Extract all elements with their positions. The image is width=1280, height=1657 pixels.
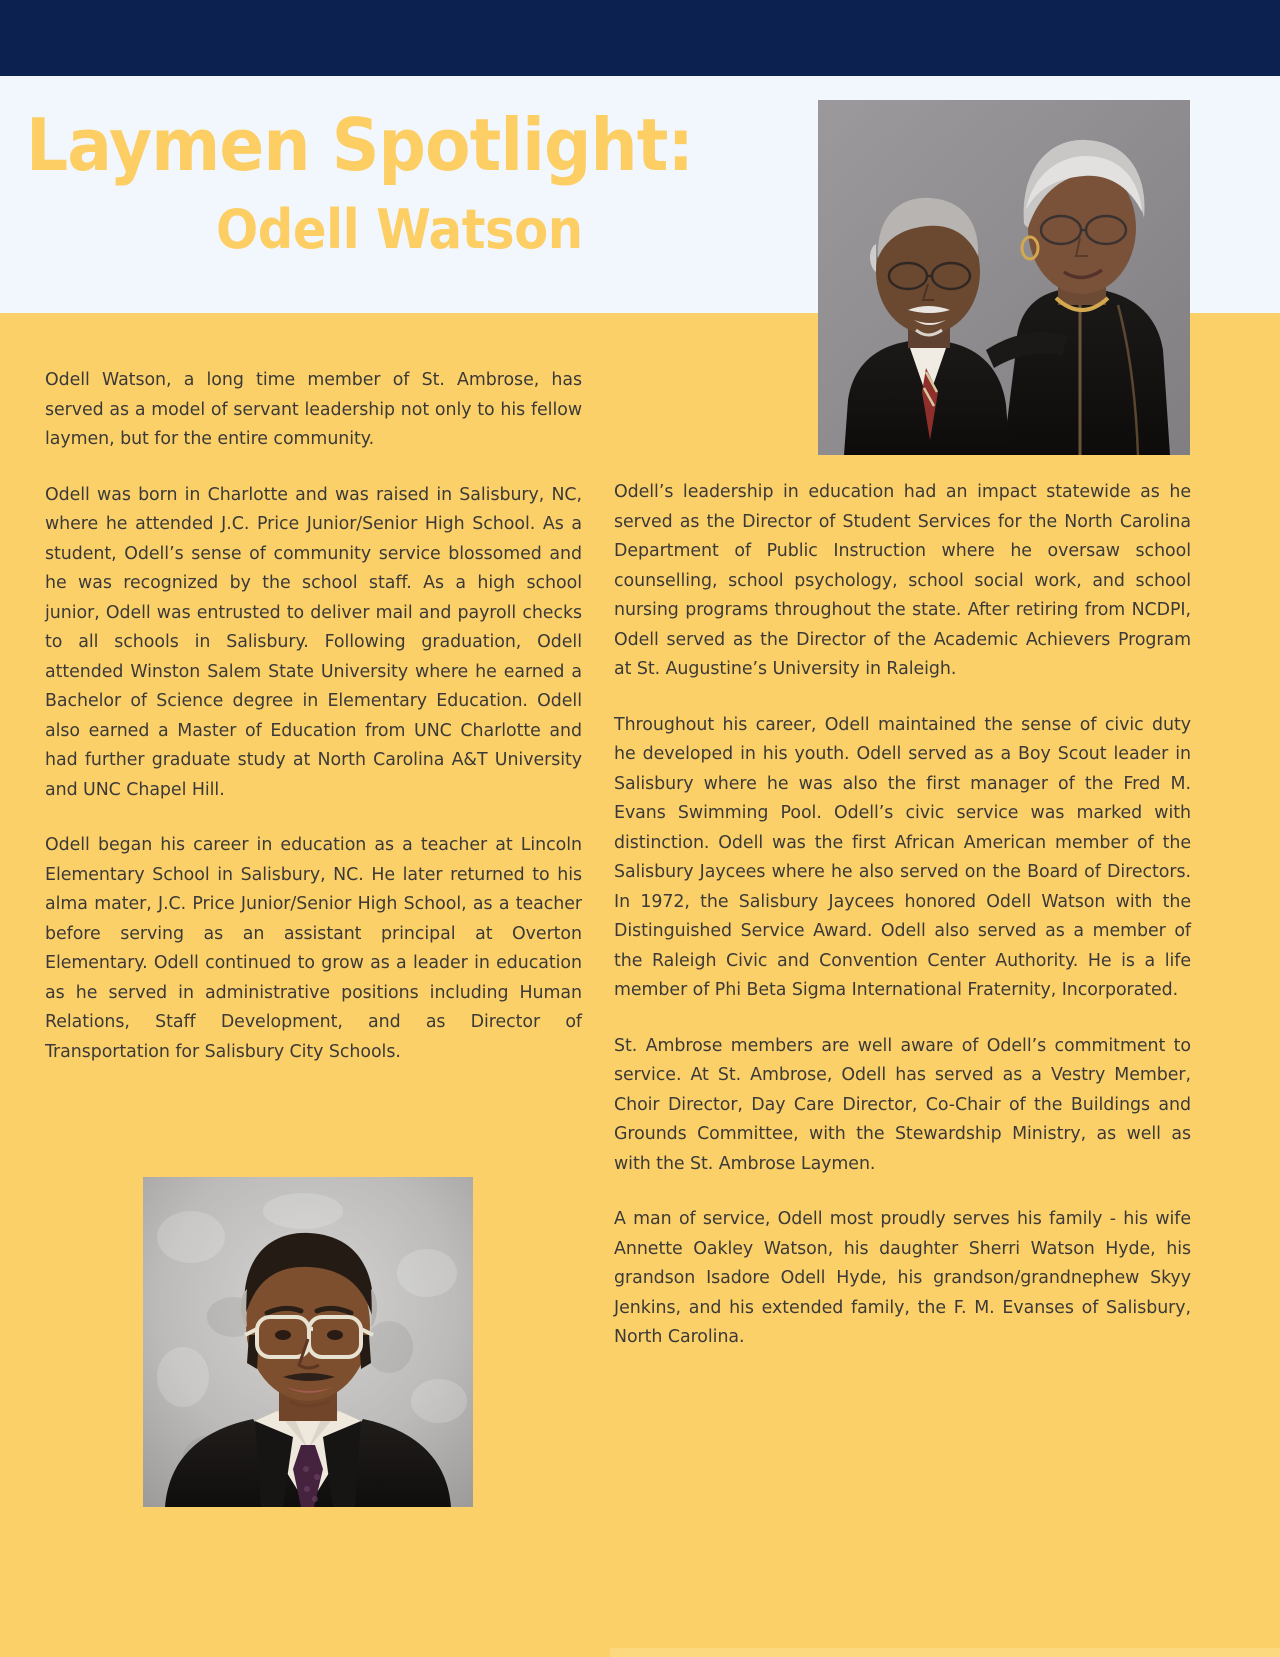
page-title: Laymen Spotlight:: [26, 103, 694, 187]
page-subtitle: Odell Watson: [216, 198, 583, 261]
paragraph: Odell began his career in education as a teacher at Lincoln Elementary School in Salisbury, NC. He later returned to his alma mater, J.C. Price Junior/Senior High School, as a teacher before serving as an assistant principal at Overton Elementary. Odell continued to grow as a leader in education as he served in administrative positions including Human Relations, Staff Development, and as Director of Transportation for Salisbury City Schools.: [45, 835, 582, 1062]
paragraph: Odell Watson, a long time member of St. Ambrose, has served as a model of servant leadership not only to his fellow laymen, but for the entire community.: [45, 370, 582, 449]
paragraph: A man of service, Odell most proudly serves his family - his wife Annette Oakley Watson, his daughter Sherri Watson Hyde, his grandson Isadore Odell Hyde, his grandson/grandnephew Skyy Jenkins, and his extended family, the F. M. Evanses of Salisbury, North Carolina.: [614, 1209, 1191, 1347]
title-block: [0, 76, 830, 313]
paragraph: Odell was born in Charlotte and was raised in Salisbury, NC, where he attended J.C. Price Junior/Senior High School. As a student, Odell’s sense of community service blossomed and he was recognized by the school staff. As a high school junior, Odell was entrusted to deliver mail and payroll checks to all schools in Salisbury. Following graduation, Odell attended Winston Salem State University where he earned a Bachelor of Science degree in Elementary Education. Odell also earned a Master of Education from UNC Charlotte and had further graduate study at North Carolina A&T University and UNC Chapel Hill.: [45, 484, 582, 800]
right-text-column: [614, 478, 1191, 1353]
paragraph: Throughout his career, Odell maintained the sense of civic duty he developed in his youth. Odell served as a Boy Scout leader in Salisbury where he was also the first manager of the Fred M. Evans Swimming Pool. Odell’s civic service was marked with distinction. Odell was the first African American member of the Salisbury Jaycees where he also served on the Board of Directors. In 1972, the Salisbury Jaycees honored Odell Watson with the Distinguished Service Award. Odell also served as a member of the Raleigh Civic and Convention Center Authority. He is a life member of Phi Beta Sigma International Fraternity, Incorporated.: [614, 714, 1191, 1000]
portrait-photo: [143, 1177, 473, 1507]
couple-photo: [818, 100, 1190, 455]
top-navy-bar: [0, 0, 1280, 76]
left-text-column: [45, 366, 582, 1067]
bottom-edge-strip: [610, 1648, 1280, 1657]
paragraph: Odell’s leadership in education had an impact statewide as he served as the Director of Student Services for the North Carolina Department of Public Instruction where he oversaw school counselling, school psychology, school social work, and school nursing programs throughout the state. After retiring from NCDPI, Odell served as the Director of the Academic Achievers Program at St. Augustine’s University in Raleigh.: [614, 482, 1191, 679]
paragraph: St. Ambrose members are well aware of Odell’s commitment to service. At St. Ambrose, Odell has served as a Vestry Member, Choir Director, Day Care Director, Co-Chair of the Buildings and Grounds Committee, with the Stewardship Ministry, as well as with the St. Ambrose Laymen.: [614, 1035, 1191, 1174]
